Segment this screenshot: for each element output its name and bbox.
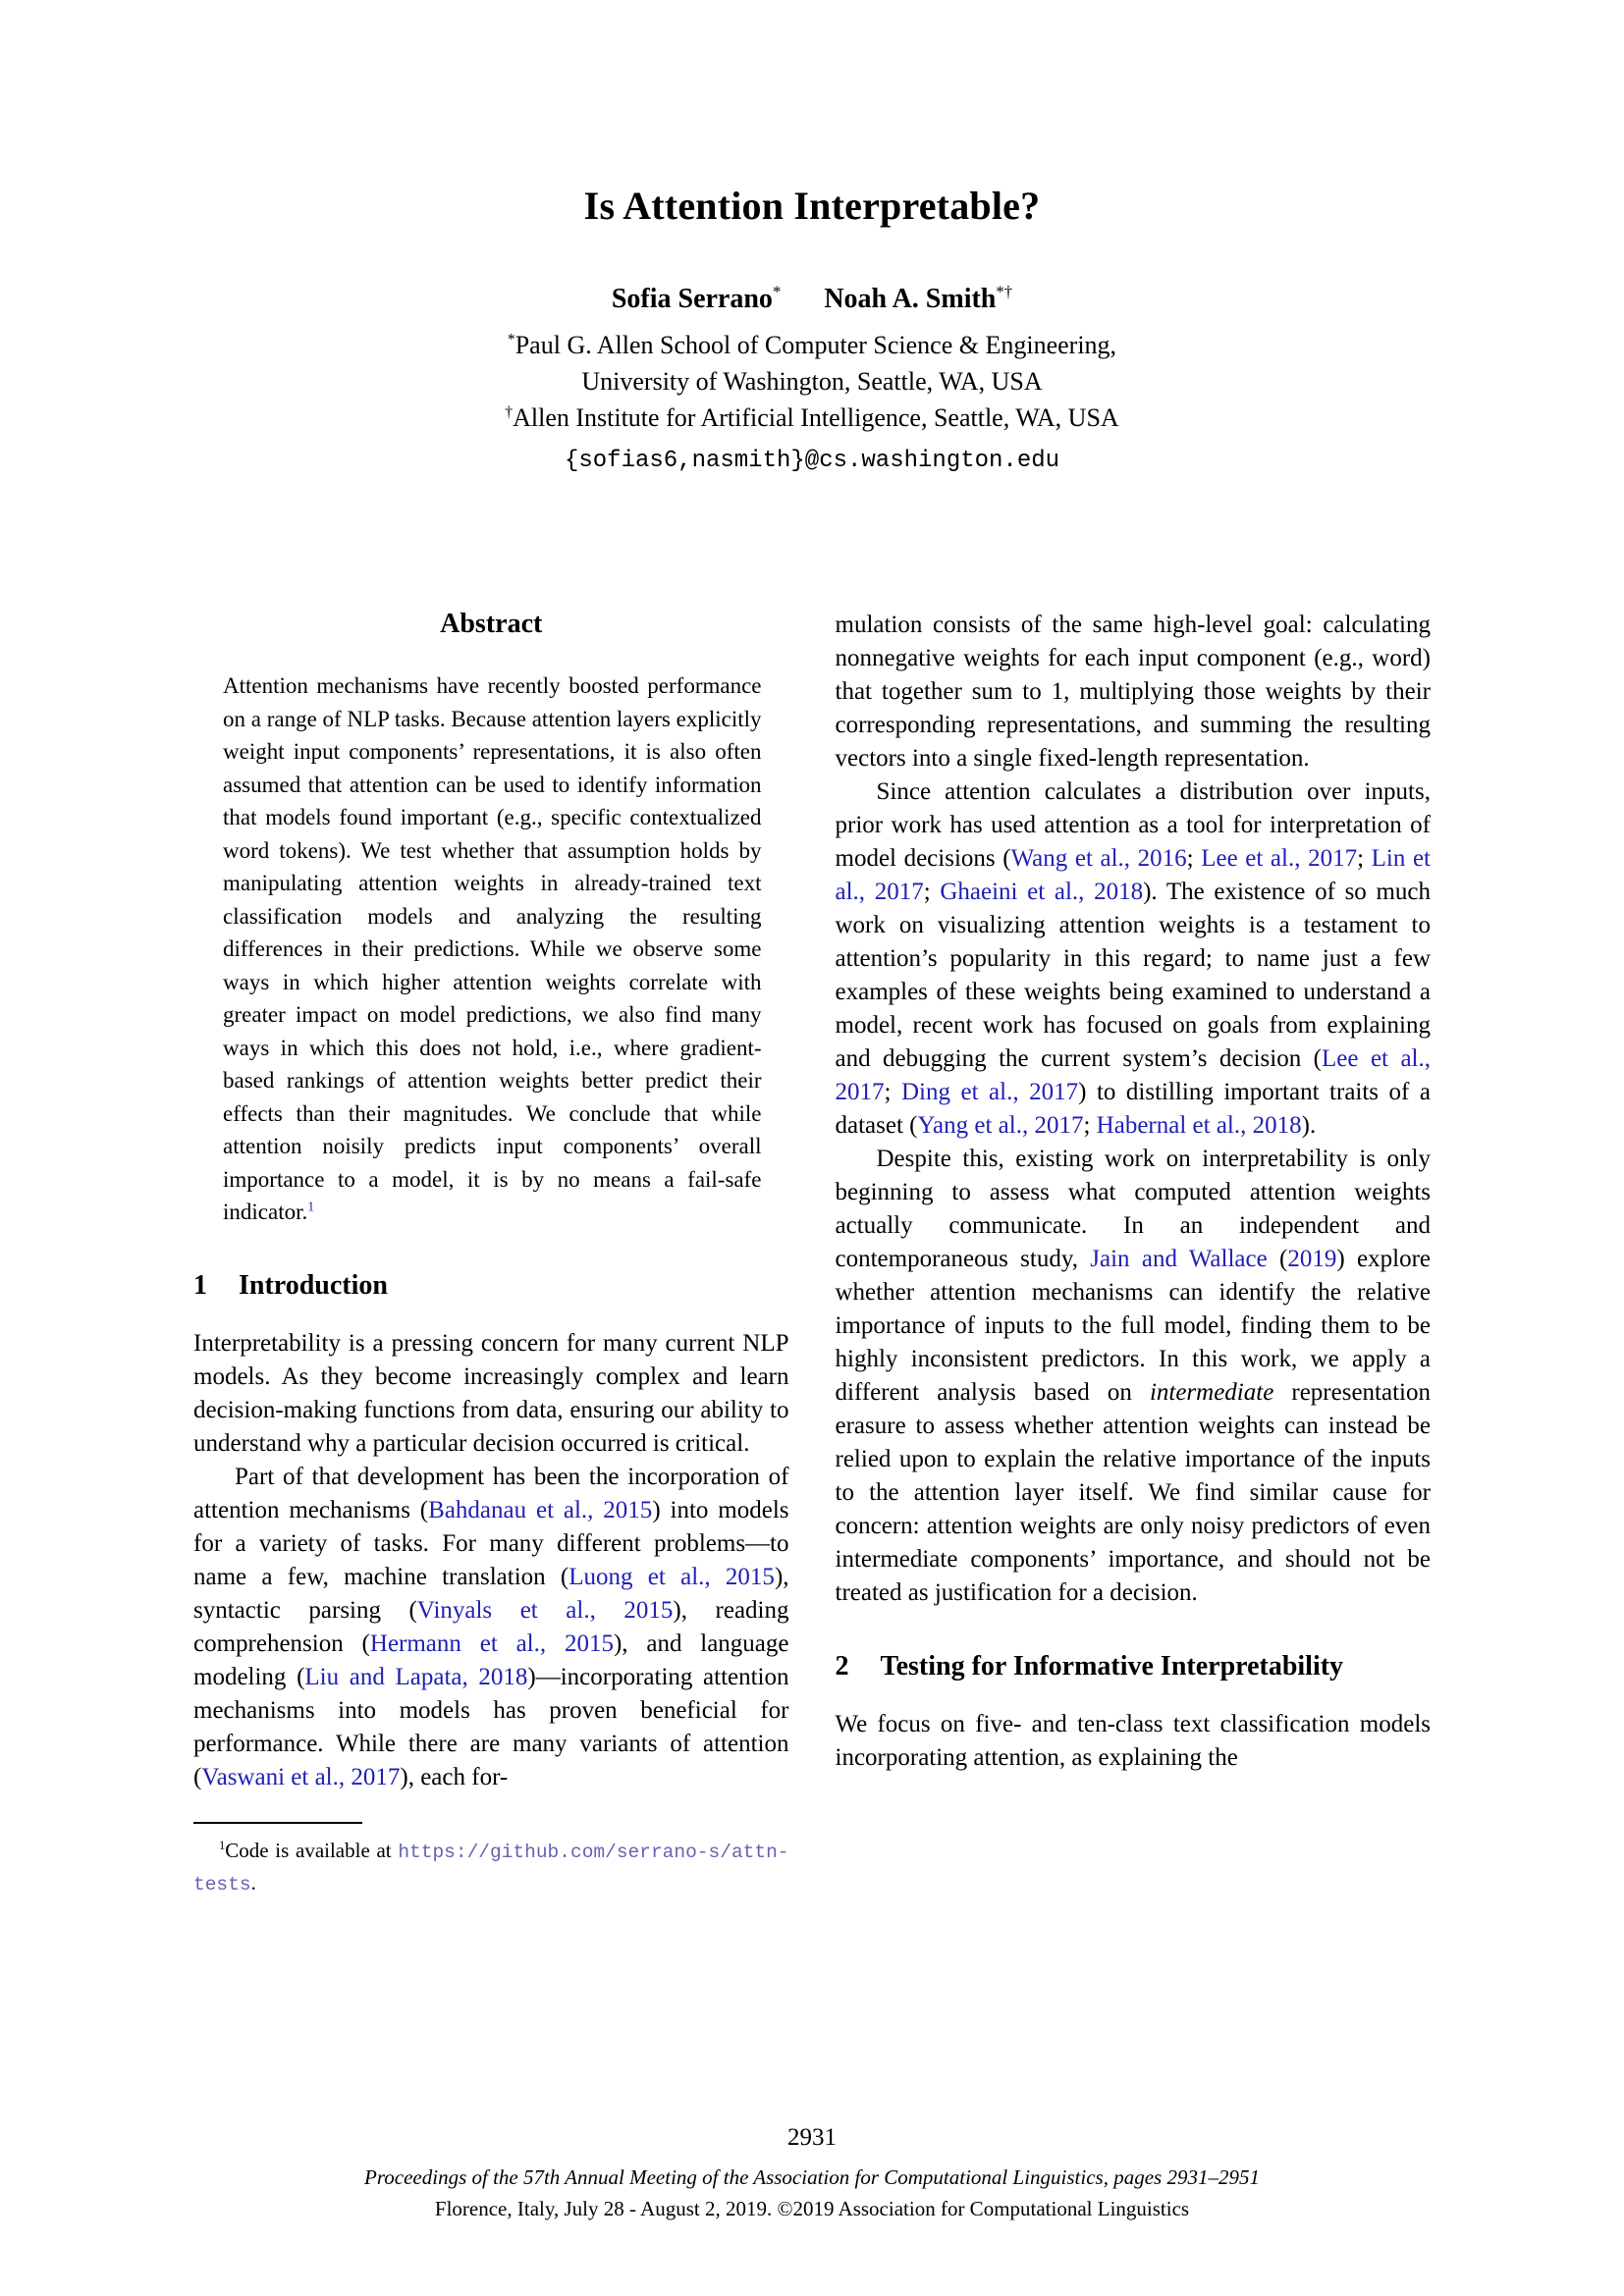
text-run: ) to distilling important traits of a dataset (	[835, 1079, 1431, 1139]
text-run: (	[1267, 1246, 1288, 1272]
text-run: Interpretability is a pressing concern for many current NLP models. As they become increasingly complex and learn decision-making functions from data, ensuring our ability to understand why a particular decision occurred is critical.	[193, 1329, 789, 1457]
citation-link[interactable]: Yang et al., 2017	[917, 1112, 1084, 1139]
text-run: ), reading comprehension (	[193, 1596, 789, 1657]
paragraph	[193, 1461, 789, 1794]
section-heading-number: 2	[835, 1651, 849, 1682]
text-run: ;	[1186, 845, 1202, 872]
text-run: representation erasure to assess whether attention weights can instead be relied upon to explain the relative importance of the inputs to the attention layer itself. We find similar cause for concern: attention weights are only noisy predictors of even intermediate components’ importance, and should not be treated as justification for a decision.	[835, 1379, 1431, 1606]
page-number: 2931	[787, 2124, 837, 2151]
two-column-body	[193, 609, 1431, 1900]
paragraph	[836, 1143, 1432, 1610]
section-heading-title: Introduction	[239, 1269, 388, 1301]
section-heading-title: Testing for Informative Interpretability	[880, 1651, 1344, 1682]
paragraph	[836, 775, 1432, 1143]
paragraph	[193, 1327, 789, 1461]
text-run: We focus on five- and ten-class text classification models incorporating attention, as explaining the	[835, 1711, 1431, 1771]
section-1-heading	[193, 1270, 789, 1302]
citation-link[interactable]: Vinyals et al., 2015	[416, 1596, 674, 1624]
footnote-text	[193, 1836, 789, 1900]
section-heading-number: 1	[193, 1269, 207, 1301]
text-run: ). The existence of so much work on visualizing attention weights is a testament to attention’s popularity in this regard; to name just a few examples of these weights being examined to understand a model, recent work has focused on goals from explaining and debugging the current system’s decision (	[835, 879, 1432, 1072]
text-run: )—incorporating attention mechanisms into models has proven beneficial for performance. While there are many variants of attention (	[193, 1663, 789, 1790]
affiliation-line: *Paul G. Allen School of Computer Science & Engineering,	[507, 331, 1117, 359]
code-url-link[interactable]: https://github.com/serrano-s/attn-tests	[193, 1841, 789, 1896]
section-2-heading	[836, 1651, 1432, 1682]
text-run: ), syntactic parsing (	[193, 1563, 789, 1624]
text-run: ;	[923, 879, 941, 905]
text-run: Code is available at	[225, 1838, 399, 1862]
footnote-marker-link[interactable]: 1	[307, 1199, 315, 1214]
footnote-rule	[193, 1822, 362, 1824]
text-run: 1	[219, 1838, 226, 1852]
citation-link[interactable]: Bahdanau et al., 2015	[428, 1496, 653, 1523]
text-run: ).	[1301, 1112, 1317, 1139]
citation-link[interactable]: Ding et al., 2017	[900, 1079, 1079, 1105]
text-run: ;	[884, 1079, 901, 1105]
citation-link[interactable]: Lee et al., 2017	[835, 1045, 1431, 1105]
text-run: Part of that development has been the incorporation of attention mechanisms (	[193, 1463, 789, 1523]
text-run: ) into models for a variety of tasks. For many different problems—to name a few, machine translation (	[193, 1496, 789, 1590]
text-run: ), each for-	[400, 1763, 509, 1790]
citation-link[interactable]: Ghaeini et al., 2018	[940, 879, 1144, 905]
paragraph	[836, 609, 1432, 775]
citation-link[interactable]: Vaswani et al., 2017	[201, 1763, 401, 1790]
citation-link[interactable]: 2019	[1287, 1246, 1337, 1272]
text-run: Attention mechanisms have recently boosted performance on a range of NLP tasks. Because attention layers explicitly weight input components’ representations, it is also often assumed that attention can be used to identify information that models found important (e.g., specific contextualized word tokens). We test whether that assumption holds by manipulating attention weights in already-trained text classification models and analyzing the resulting differences in their predictions. While we observe some ways in which higher attention weights correlate with greater impact on model predictions, we also find many ways in which this does not hold, i.e., where gradient-based rankings of attention weights better predict their effects than their magnitudes. We conclude that while attention noisily predicts input components’ overall importance to a model, it is by no means a fail-safe indicator.	[223, 673, 762, 1224]
text-run: ) explore whether attention mechanisms can identify the relative importance of inputs to the full model, finding them to be highly inconsistent predictors. In this work, we apply a different analysis based on	[835, 1246, 1431, 1406]
author-mark: *	[772, 282, 782, 301]
citation-link[interactable]: Habernal et al., 2018	[1096, 1112, 1302, 1139]
footnote	[193, 1822, 789, 1900]
author-name: Sofia Serrano*	[611, 282, 782, 314]
text-run: Since attention calculates a distribution over inputs, prior work has used attention as a tool for interpretation of model decisions (	[835, 778, 1431, 872]
citation-link[interactable]: Jain and Wallace	[1090, 1246, 1268, 1272]
paper-header	[0, 0, 1624, 479]
affiliations-block	[0, 327, 1624, 479]
citation-link[interactable]: Lee et al., 2017	[1201, 845, 1358, 872]
citation-link[interactable]: Hermann et al., 2015	[369, 1629, 614, 1657]
footer-proceedings-line: Proceedings of the 57th Annual Meeting of the Association for Computational Linguistics, pages 2931–2951	[364, 2165, 1260, 2189]
abstract-heading: Abstract	[440, 609, 543, 639]
affiliation-line: †Allen Institute for Artificial Intelligence, Seattle, WA, USA	[505, 403, 1119, 432]
text-run: ;	[1357, 845, 1372, 872]
author-line	[0, 284, 1624, 315]
citation-link[interactable]: Luong et al., 2015	[568, 1563, 775, 1590]
affiliation-line: University of Washington, Seattle, WA, USA	[581, 367, 1043, 396]
text-run: .	[250, 1870, 256, 1895]
footer-copyright-line: Florence, Italy, July 28 - August 2, 2019. ©2019 Association for Computational Linguistics	[434, 2197, 1190, 2220]
text-run: ), and language modeling (	[193, 1629, 789, 1690]
paper-title: Is Attention Interpretable?	[583, 184, 1041, 228]
text-run: ;	[1083, 1112, 1097, 1139]
paragraph	[836, 1708, 1432, 1775]
abstract-text	[223, 669, 762, 1229]
left-column	[193, 609, 789, 1900]
citation-link[interactable]: Liu and Lapata, 2018	[304, 1663, 528, 1690]
text-run: Despite this, existing work on interpretability is only beginning to assess what computed attention weights actually communicate. In an independent and contemporaneous study,	[835, 1146, 1431, 1272]
text-run: mulation consists of the same high-level goal: calculating nonnegative weights for each input component (e.g., word) that together sum to 1, multiplying those weights by their corresponding representations, and summing the resulting vectors into a single fixed-length representation.	[835, 612, 1431, 772]
text-run: intermediate	[1149, 1379, 1274, 1406]
citation-link[interactable]: Lin et al., 2017	[835, 845, 1432, 905]
author-name: Noah A. Smith*†	[824, 282, 1013, 314]
right-column	[836, 609, 1432, 1775]
author-mark: *†	[996, 282, 1013, 301]
citation-link[interactable]: Wang et al., 2016	[1010, 845, 1187, 872]
email-line: {sofias6,nasmith}@cs.washington.edu	[564, 448, 1060, 474]
